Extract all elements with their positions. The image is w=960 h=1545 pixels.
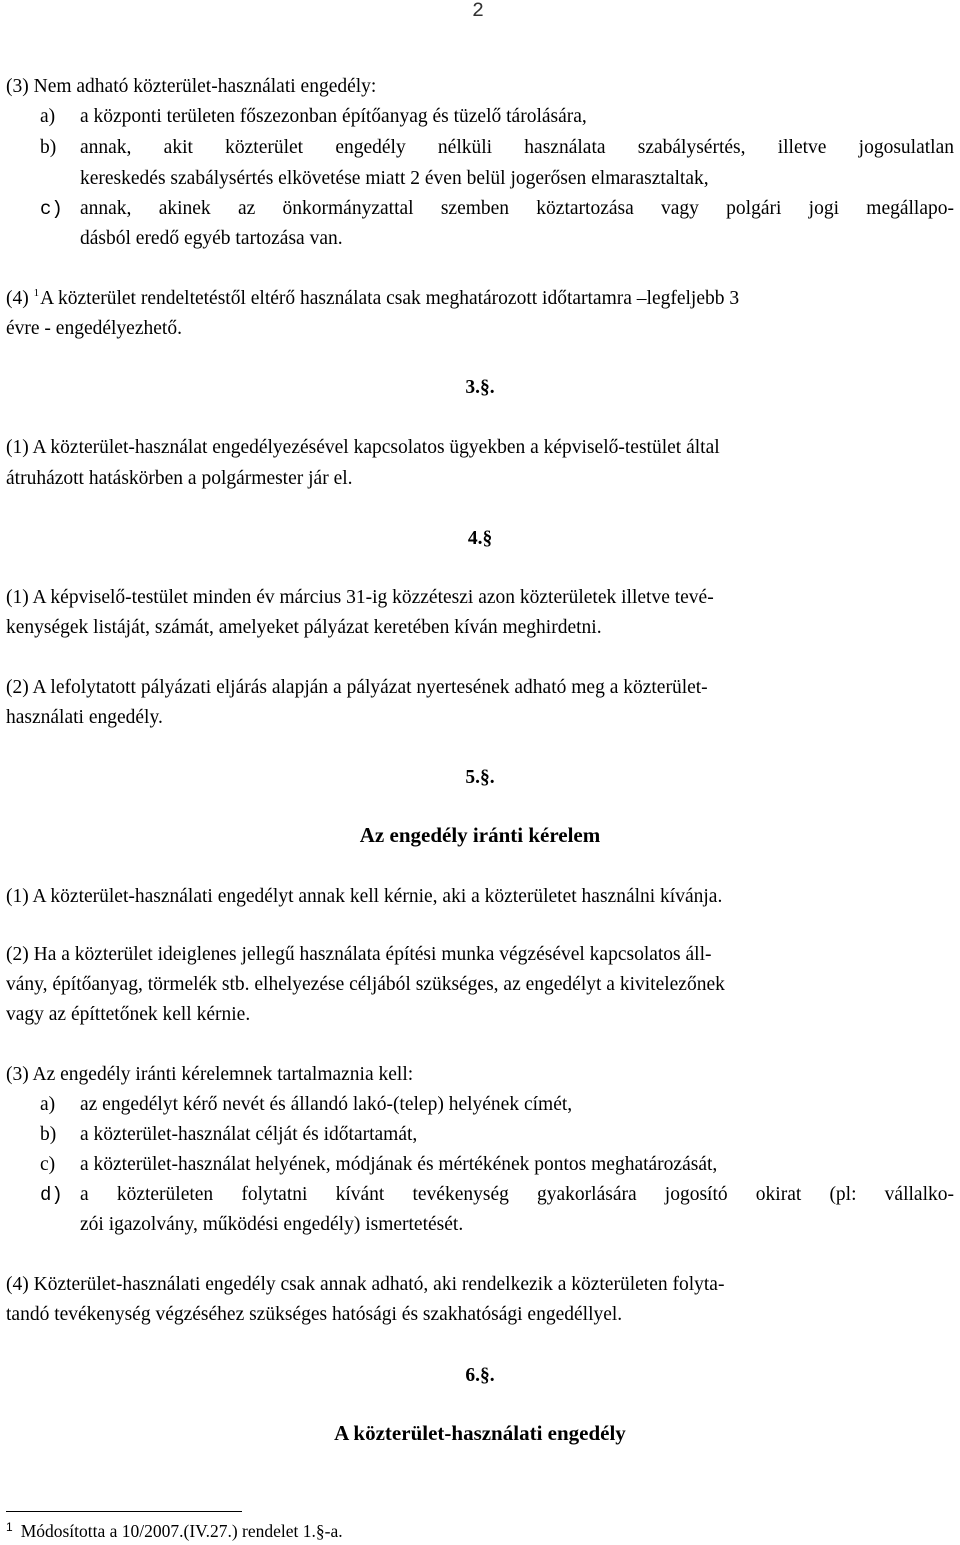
list-label-b: b) (40, 1124, 57, 1145)
list-item-d-line1: a közterületen folytatni kívánt tevékenység gyakorlására jogosító okirat (pl: vállalko- (80, 1184, 954, 1205)
paragraph-3-intro: (3) Nem adható közterület-használati engedély: (6, 76, 377, 97)
section-5-paragraph-2-line2: vány, építőanyag, törmelék stb. elhelyezése céljából szükséges, az engedélyt a kivitelezőnek (6, 974, 725, 995)
paragraph-4-text: A közterület rendeltetéstől eltérő használata csak meghatározott időtartamra –legfeljebb 3 (40, 288, 740, 309)
list-label-c: c) (40, 1154, 56, 1175)
section-5-paragraph-3-intro: (3) Az engedély iránti kérelemnek tartalmaznia kell: (6, 1064, 414, 1085)
section-5-paragraph-2-line1: (2) Ha a közterület ideiglenes jellegű használata építési munka végzésével kapcsolatos áll- (6, 944, 712, 965)
footnote-divider (6, 1511, 242, 1512)
section-5-heading: 5.§. (465, 767, 495, 788)
section-3-paragraph-1-line1: (1) A közterület-használat engedélyezésével kapcsolatos ügyekben a képviselő-testület által (6, 437, 720, 458)
section-6-heading: 6.§. (465, 1365, 495, 1386)
section-4-paragraph-1-line1: (1) A képviselő-testület minden év március 31-ig közzéteszi azon közterületek illetve tevé- (6, 587, 714, 608)
section-5-paragraph-4-line2: tandó tevékenység végzéséhez szükséges hatósági és szakhatósági engedéllyel. (6, 1304, 623, 1325)
list-label-d: d) (40, 1184, 63, 1206)
list-label-b: b) (40, 137, 57, 158)
section-4-paragraph-1-line2: kenységek listáját, számát, amelyeket pályázat keretében kíván meghirdetni. (6, 617, 602, 638)
list-item-c: a közterület-használat helyének, módjának és mértékének pontos meghatározását, (80, 1154, 718, 1175)
list-item-b: a közterület-használat célját és időtartamát, (80, 1124, 418, 1145)
list-label-a: a) (40, 1094, 56, 1115)
footnote (6, 1520, 343, 1544)
section-4-paragraph-2-line1: (2) A lefolytatott pályázati eljárás alapján a pályázat nyertesének adható meg a közterület- (6, 677, 708, 698)
paragraph-4-prefix: (4) (6, 288, 29, 309)
list-item-a: az engedélyt kérő nevét és állandó lakó-(telep) helyének címét, (80, 1094, 573, 1115)
footnote-mark: 1 (6, 1520, 13, 1534)
section-5-paragraph-4-line1: (4) Közterület-használati engedély csak annak adható, aki rendelkezik a közterületen folyta- (6, 1274, 725, 1295)
list-item-b-line1: annak, akit közterület engedély nélküli használata szabálysértés, illetve jogosulatlan (80, 137, 954, 158)
section-5-paragraph-2-line3: vagy az építtetőnek kell kérnie. (6, 1004, 251, 1025)
section-5-title: Az engedély iránti kérelem (359, 823, 601, 847)
section-4-heading: 4.§ (467, 528, 493, 549)
section-3-paragraph-1-line2: átruházott hatáskörben a polgármester jár el. (6, 468, 353, 489)
section-3-heading: 3.§. (465, 377, 495, 398)
paragraph-4-line1 (6, 287, 954, 313)
paragraph-4-line2: évre - engedélyezhető. (6, 318, 182, 339)
footnote-text: Módosította a 10/2007.(IV.27.) rendelet 1.§-a. (20, 1521, 343, 1541)
list-item-a: a központi területen főszezonban építőanyag és tüzelő tárolására, (80, 106, 587, 127)
section-4-paragraph-2-line2: használati engedély. (6, 707, 163, 728)
list-item-c-line2: dásból eredő egyéb tartozása van. (80, 228, 343, 249)
section-6-title: A közterület-használati engedély (334, 1421, 626, 1445)
list-item-d-line2: zói igazolvány, működési engedély) ismertetését. (80, 1214, 464, 1235)
footnote-reference: 1 (33, 287, 40, 299)
list-item-b-line2: kereskedés szabálysértés elkövetése miatt 2 éven belül jogerősen elmarasztaltak, (80, 168, 709, 189)
list-item-c-line1: annak, akinek az önkormányzattal szemben köztartozása vagy polgári jogi megállapo- (80, 198, 954, 219)
list-label-a: a) (40, 106, 56, 127)
list-label-c: c) (40, 198, 63, 220)
page-number: 2 (472, 0, 485, 23)
section-5-paragraph-1: (1) A közterület-használati engedélyt annak kell kérnie, aki a közterületet használni kívánja. (6, 886, 723, 907)
